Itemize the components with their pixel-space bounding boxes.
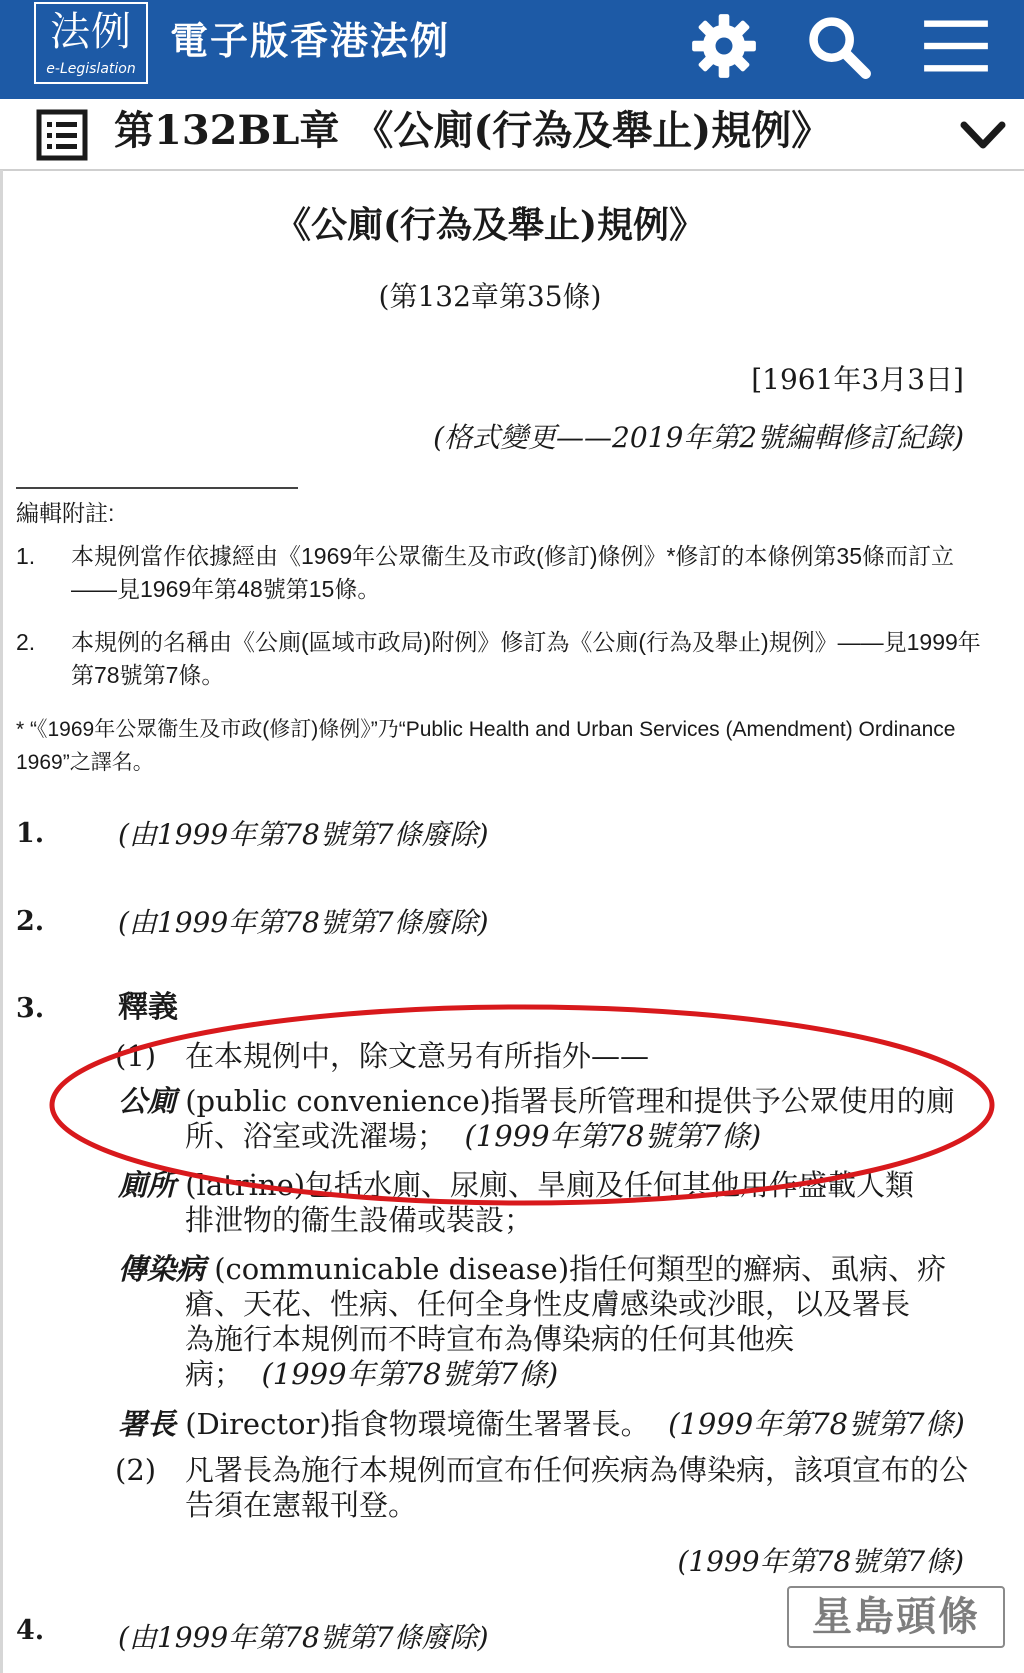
amendment-reference: (1999年第78號第7條) <box>464 1119 762 1153</box>
definition-text: (Director)指食物環境衞生署署長。 <box>176 1407 650 1441</box>
definition-term: 署長 <box>118 1407 177 1441</box>
news-watermark: 星島頭條 <box>787 1586 1005 1648</box>
section-number: 2. <box>16 906 45 937</box>
note-number: 2. <box>16 629 36 655</box>
subsection-text: 凡署長為施行本規例而宣布任何疾病為傳染病，該項宣布的公告須在憲報刊登。 <box>185 1453 969 1522</box>
definition-term: 傳染病 <box>118 1252 206 1286</box>
format-change-note: (格式變更——2019年第2號編輯修訂紀錄) <box>433 421 964 454</box>
definition-text: 病； <box>185 1357 244 1391</box>
definition-text: 瘡、天花、性病、任何全身性皮膚感染或沙眼，以及署長 <box>185 1287 911 1321</box>
hamburger-menu-icon[interactable] <box>922 12 990 80</box>
definition-term: 廁所 <box>118 1168 177 1202</box>
note-number: 1. <box>16 543 36 569</box>
definition-text: (public convenience)指署長所管理和提供予公眾使用的廁 <box>176 1084 955 1118</box>
subsection-text: 在本規例中，除文意另有所指外—— <box>185 1039 650 1073</box>
section-number: 3. <box>16 993 45 1024</box>
definition-text: 排泄物的衞生設備或裝設； <box>185 1203 534 1237</box>
definition-director <box>118 1407 968 1442</box>
section-heading-interpretation: 釋義 <box>118 990 178 1025</box>
chapter-bar <box>0 99 1024 171</box>
regulation-subtitle: (第132章第35條) <box>378 280 602 313</box>
definition-text: (communicable disease)指任何類型的癬病、虱病、疥 <box>205 1252 947 1286</box>
commencement-date: [1961年3月3日] <box>751 363 964 396</box>
logo-text: 法例 <box>50 9 132 55</box>
translation-footnote: * “《1969年公眾衞生及市政(修訂)條例》”乃“Public Health and Urban Services (Amendment) Ordinance 1969”之譯名。 <box>16 718 956 774</box>
definition-text: 所、浴室或洗濯場； <box>185 1119 447 1153</box>
subsection-number: (2) <box>115 1453 157 1487</box>
chapter-title: 第132BL章 《公廁(行為及舉止)規例》 <box>114 107 832 154</box>
amendment-reference: (1999年第78號第7條) <box>677 1545 964 1578</box>
definition-text: (latrine)包括水廁、尿廁、旱廁及任何其他用作盛載人類 <box>176 1168 915 1202</box>
gear-icon[interactable] <box>690 12 758 80</box>
amendment-reference: (1999年第78號第7條) <box>668 1407 965 1441</box>
app-header <box>0 0 1024 99</box>
definition-public-convenience <box>118 1084 968 1154</box>
definition-communicable-disease <box>118 1252 968 1392</box>
section-repealed-note: (由1999年第78號第7條廢除) <box>118 1621 489 1654</box>
logo-subtext: e-Legislation <box>46 61 136 77</box>
regulation-title: 《公廁(行為及舉止)規例》 <box>274 204 706 246</box>
elegislation-logo[interactable] <box>34 2 148 84</box>
table-of-contents-icon[interactable] <box>36 109 88 161</box>
content-left-border <box>0 170 3 1673</box>
subsection-number: (1) <box>115 1039 157 1073</box>
search-icon[interactable] <box>804 12 872 80</box>
section-repealed-note: (由1999年第78號第7條廢除) <box>118 906 489 939</box>
section-number: 4. <box>16 1615 45 1646</box>
editorial-heading: 編輯附註: <box>16 500 115 526</box>
section-repealed-note: (由1999年第78號第7條廢除) <box>118 818 489 851</box>
amendment-reference: (1999年第78號第7條) <box>261 1357 559 1391</box>
note-text: 本規例當作依據經由《1969年公眾衞生及市政(修訂)條例》*修訂的本條例第35條而訂立——見1969年第48號第15條。 <box>71 543 955 602</box>
definition-text: 為施行本規例而不時宣布為傳染病的任何其他疾 <box>185 1322 795 1356</box>
definition-term: 公廁 <box>118 1084 177 1118</box>
chevron-down-icon[interactable] <box>958 113 1008 157</box>
editorial-separator <box>16 487 298 489</box>
note-text: 本規例的名稱由《公廁(區域市政局)附例》修訂為《公廁(行為及舉止)規例》——見1999年第78號第7條。 <box>71 629 981 688</box>
app-title: 電子版香港法例 <box>170 19 451 63</box>
definition-latrine <box>118 1168 968 1238</box>
section-number: 1. <box>16 818 45 849</box>
